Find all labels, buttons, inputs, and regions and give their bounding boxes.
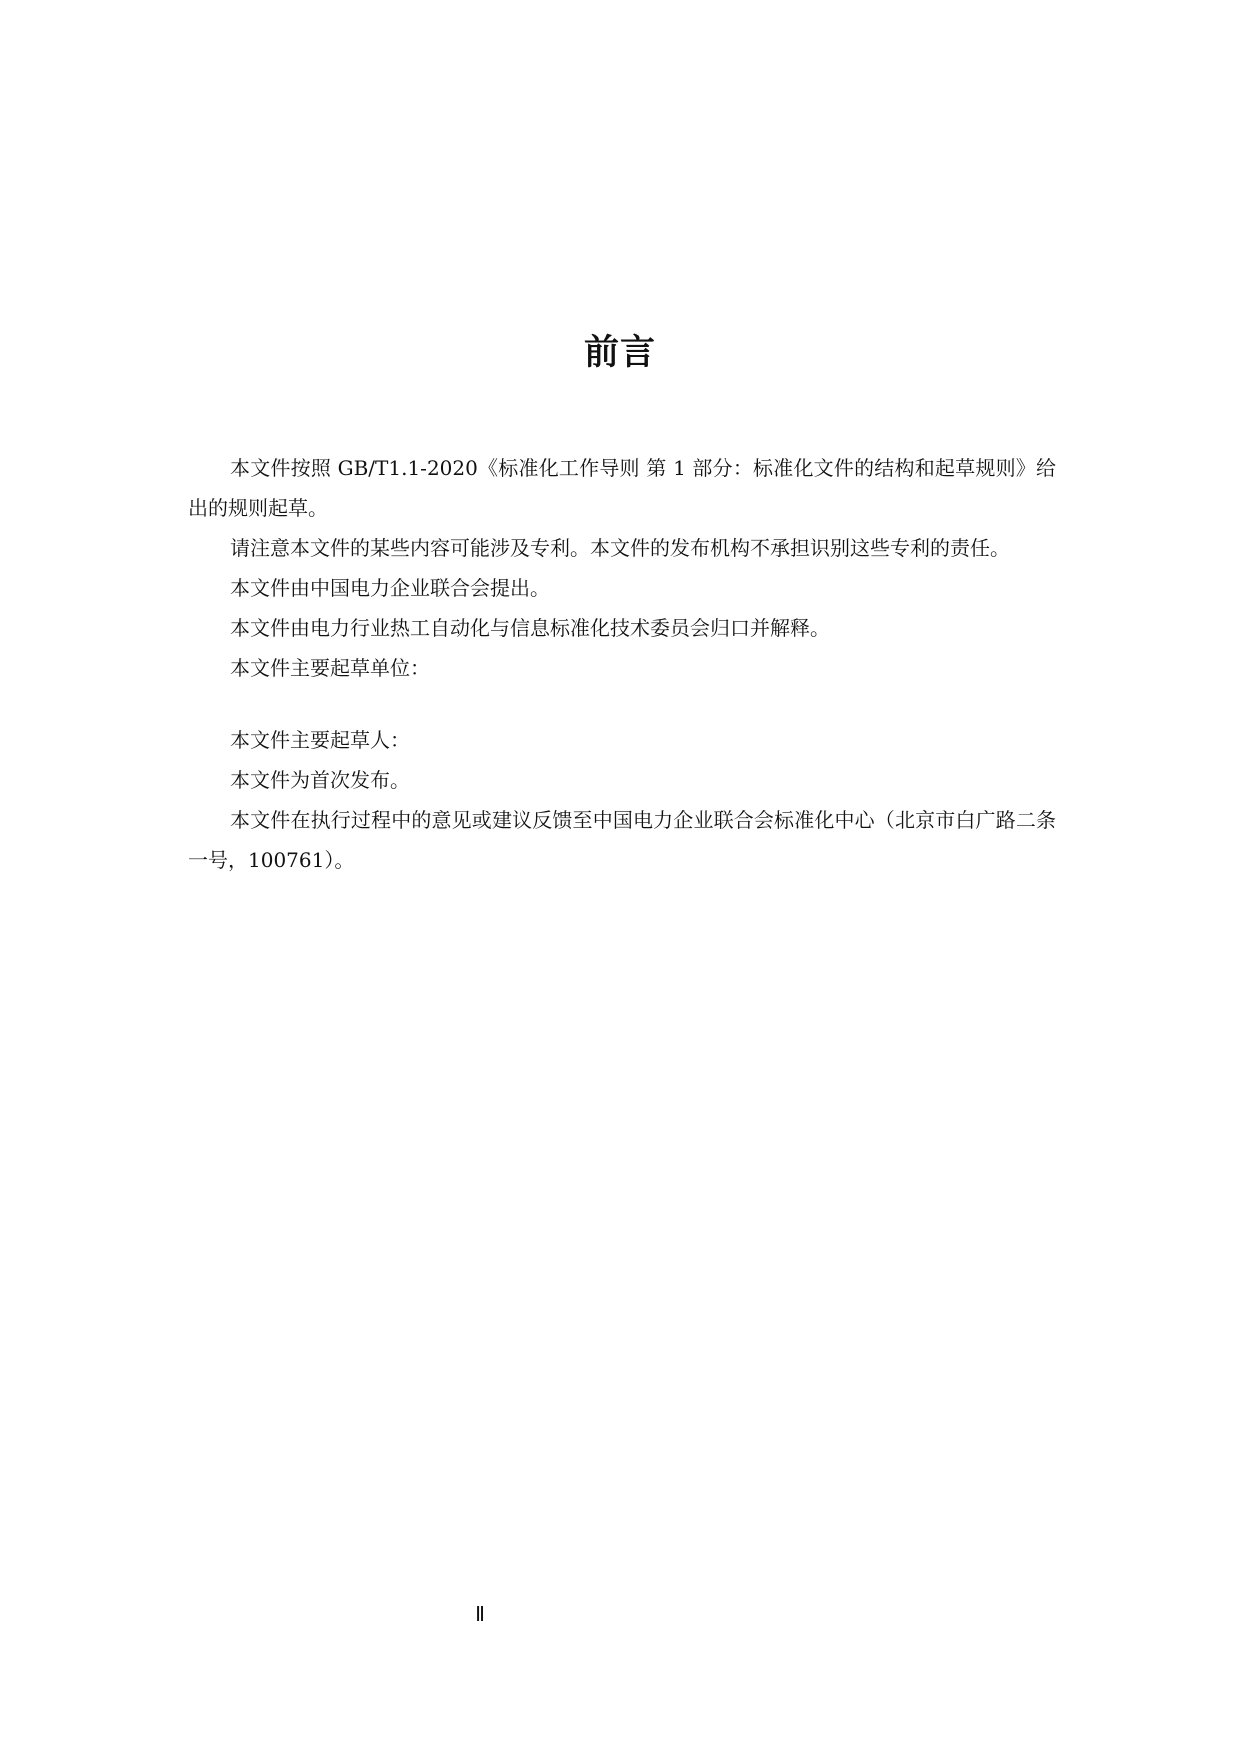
- blank-line: [188, 688, 1056, 720]
- paragraph-drafting-units: 本文件主要起草单位：: [230, 656, 430, 680]
- preface-body: [188, 448, 1056, 880]
- paragraph-drafters: 本文件主要起草人：: [230, 728, 410, 752]
- page-number: Ⅱ: [475, 1602, 485, 1626]
- paragraph-proposer: 本文件由中国电力企业联合会提出。: [230, 576, 550, 600]
- paragraph-first-release: 本文件为首次发布。: [230, 768, 410, 792]
- page-title: 前言: [583, 333, 656, 373]
- paragraph-drafting-rules: 本文件按照 GB/T1.1-2020《标准化工作导则 第 1 部分：标准化文件的结构和起草规则》给出的规则起草。: [188, 456, 1056, 520]
- paragraph-feedback-address: 本文件在执行过程中的意见或建议反馈至中国电力企业联合会标准化中心（北京市白广路二条一号，100761）。: [188, 808, 1056, 872]
- paragraph-responsible-committee: 本文件由电力行业热工自动化与信息标准化技术委员会归口并解释。: [230, 616, 830, 640]
- paragraph-patent-notice: 请注意本文件的某些内容可能涉及专利。本文件的发布机构不承担识别这些专利的责任。: [230, 536, 1010, 560]
